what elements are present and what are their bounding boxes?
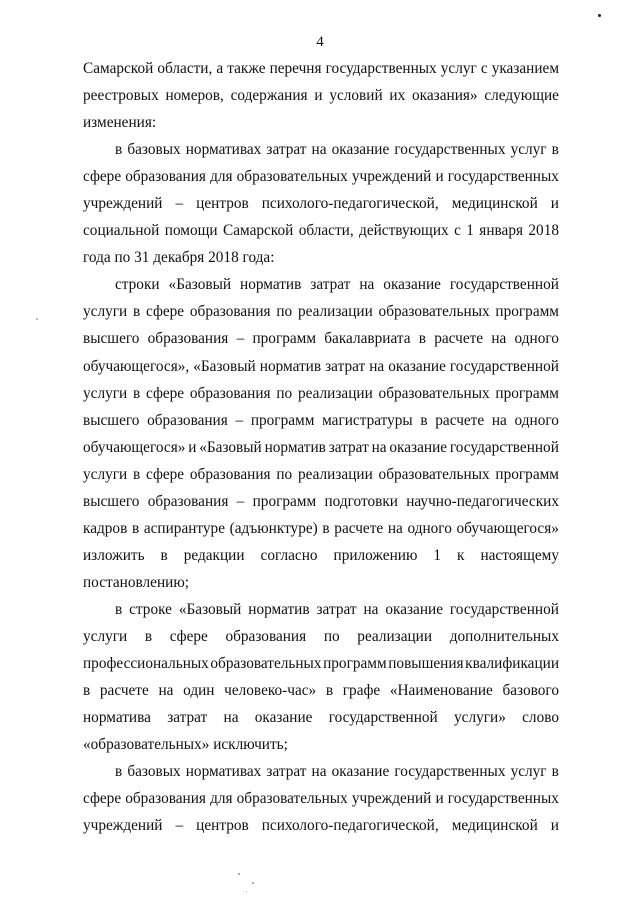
text-word: 2018 <box>528 222 559 240</box>
text-word: образовательных <box>236 790 348 808</box>
text-line <box>83 407 559 434</box>
page-number: 4 <box>316 34 324 50</box>
text-word: с <box>454 222 461 240</box>
text-word: оказание <box>254 709 313 727</box>
text-word: сфере <box>145 384 185 402</box>
text-word: по <box>323 627 340 645</box>
text-word: на <box>158 682 174 700</box>
text-word: согласно <box>260 546 318 564</box>
text-word: в <box>132 384 141 402</box>
text-word: программ <box>495 384 559 402</box>
text-word: оказание <box>385 600 443 618</box>
text-word: – <box>236 330 245 348</box>
text-line <box>83 190 559 217</box>
text-word: реализации <box>357 627 433 645</box>
text-word: к <box>457 546 465 564</box>
text-word: государственной <box>449 438 559 456</box>
text-word: в <box>551 763 559 781</box>
scan-speck <box>598 14 601 17</box>
text-line <box>83 488 559 515</box>
text-word: норматив <box>248 600 310 618</box>
text-word: по <box>276 465 293 483</box>
text-word: услуги <box>83 465 128 483</box>
text-word: оказания» <box>412 87 478 105</box>
text-word: услуги <box>83 384 128 402</box>
text-line: «образовательных» исключить; <box>83 736 288 754</box>
text-word: кадров <box>83 519 128 537</box>
text-word: программ <box>495 465 559 483</box>
text-word: квалификации <box>465 655 559 673</box>
text-line <box>83 677 559 704</box>
text-line <box>83 623 559 650</box>
text-word: на <box>223 709 239 727</box>
text-word: образовательных <box>378 384 490 402</box>
text-word: государственной <box>328 709 438 727</box>
text-word: в <box>115 141 123 159</box>
text-line <box>83 55 559 82</box>
text-word: расчете <box>435 411 485 429</box>
text-word: на <box>369 357 385 375</box>
text-line <box>83 136 559 163</box>
text-word: норматива <box>83 709 151 727</box>
text-word: Самарской <box>83 60 154 77</box>
text-word: услуг <box>510 141 547 159</box>
text-word: затрат <box>325 357 366 375</box>
text-word: психолого-педагогической, <box>261 817 439 835</box>
text-word: одного <box>407 519 452 537</box>
text-word: «Базовый <box>199 438 262 456</box>
text-word: (адъюнктуре) <box>229 519 318 537</box>
text-word: в <box>160 546 168 564</box>
text-word: области, <box>298 222 354 240</box>
text-word: реализации <box>298 465 373 483</box>
text-word: образовательных <box>378 465 490 483</box>
document-body <box>83 55 559 839</box>
text-word: услуг <box>440 60 477 77</box>
text-word: бакалавриата <box>324 330 411 348</box>
text-word: на <box>311 141 327 159</box>
text-line <box>83 163 559 190</box>
text-word: на <box>371 438 387 456</box>
text-line <box>83 596 559 623</box>
text-word: затрат <box>167 709 208 727</box>
text-word: обучающегося» <box>83 438 186 456</box>
text-word: «Базовый <box>193 357 256 375</box>
text-word: для <box>210 168 233 186</box>
text-word: в <box>132 303 141 321</box>
text-word: государственных <box>447 790 559 808</box>
text-word: профессиональных <box>83 655 209 673</box>
text-word: помощи <box>164 222 218 240</box>
text-word: сфере <box>145 303 185 321</box>
text-word: в <box>144 627 153 645</box>
text-word: указанием <box>491 60 559 77</box>
text-line <box>83 650 559 677</box>
text-word: строке <box>129 600 172 618</box>
text-word: номеров, <box>165 87 224 105</box>
text-word: образования <box>189 384 271 402</box>
text-line <box>83 434 559 461</box>
text-word: сфере <box>145 465 185 483</box>
text-line <box>83 217 559 244</box>
text-word: учреждений <box>351 790 432 808</box>
text-word: в <box>418 330 426 348</box>
text-word: и <box>435 790 444 808</box>
text-word: в <box>420 411 428 429</box>
text-word: графе <box>342 682 381 700</box>
text-line <box>83 271 559 298</box>
text-word: центров <box>196 195 249 213</box>
scan-speck <box>246 891 247 892</box>
text-word: на <box>363 600 379 618</box>
scan-speck <box>36 318 38 320</box>
text-word: приложению <box>333 546 418 564</box>
text-word: оказание <box>331 141 390 159</box>
text-word: 1 <box>433 546 442 564</box>
text-word: образования <box>147 330 229 348</box>
text-word: на <box>491 330 507 348</box>
text-word: следующие <box>484 87 559 105</box>
text-word: аспирантуре <box>143 519 225 537</box>
text-word: оказание <box>388 357 446 375</box>
text-word: изложить <box>83 546 145 564</box>
text-line <box>83 380 559 407</box>
text-word: «Базовый <box>178 600 242 618</box>
text-word: образования <box>189 303 271 321</box>
text-word: и <box>550 195 559 213</box>
text-word: нормативах <box>185 763 262 781</box>
text-word: расчете <box>99 682 149 700</box>
text-word: государственных <box>394 141 506 159</box>
text-line <box>83 461 559 488</box>
text-word: в <box>115 763 123 781</box>
text-word: государственных <box>394 763 506 781</box>
text-word: действующих <box>359 222 449 240</box>
text-word: медицинской <box>451 817 538 835</box>
text-word: обучающегося», <box>83 357 190 375</box>
text-word: программ <box>250 411 315 429</box>
text-word: учреждений <box>351 168 432 186</box>
text-word: – <box>175 817 184 835</box>
text-word: человеко-час» <box>224 682 317 700</box>
text-word: норматив <box>259 357 322 375</box>
text-word: и <box>550 817 559 835</box>
text-word: услуги» <box>454 709 506 727</box>
text-word: медицинской <box>451 195 538 213</box>
text-word: магистратуры <box>322 411 413 429</box>
text-word: образовательных <box>210 655 322 673</box>
text-word: оказание <box>383 276 441 294</box>
text-word: и <box>435 168 444 186</box>
text-word: образования <box>189 465 271 483</box>
text-word: расчете <box>334 519 384 537</box>
scan-speck <box>252 882 254 884</box>
text-word: один <box>183 682 215 700</box>
text-word: государственной <box>449 357 559 375</box>
text-word: перечня <box>269 60 322 77</box>
text-word: по <box>276 303 293 321</box>
text-line <box>83 542 559 569</box>
text-word: в <box>551 141 559 159</box>
text-word: для <box>210 790 233 808</box>
text-word: реализации <box>298 303 373 321</box>
text-word: одного <box>514 330 559 348</box>
text-line <box>83 704 559 731</box>
text-word: услуги <box>83 627 128 645</box>
text-word: на <box>387 519 403 537</box>
text-word: оказание <box>389 438 448 456</box>
text-line <box>83 298 559 325</box>
text-word: государственной <box>449 276 559 294</box>
text-word: сфере <box>83 168 122 186</box>
text-word: с <box>480 60 488 77</box>
text-word: образовательных <box>378 303 490 321</box>
text-line <box>83 812 559 839</box>
text-word: затрат <box>310 276 351 294</box>
text-word: в <box>115 600 123 618</box>
text-line <box>83 785 559 812</box>
text-line <box>83 82 559 109</box>
text-word: сфере <box>169 627 208 645</box>
text-word: государственных <box>325 60 437 77</box>
text-word: строки <box>115 276 160 294</box>
text-word: в <box>325 682 334 700</box>
text-word: образовательных <box>236 168 348 186</box>
text-word: января <box>479 222 524 240</box>
text-line <box>83 515 559 542</box>
text-word: содержания <box>230 87 308 105</box>
text-word: обучающегося» <box>456 519 559 537</box>
text-word: сфере <box>83 790 122 808</box>
text-word: на <box>491 411 507 429</box>
text-word: 1 <box>466 222 474 240</box>
text-word: расчете <box>434 330 484 348</box>
text-word: услуги <box>83 303 128 321</box>
text-word: программ <box>323 655 387 673</box>
text-word: «Базовый <box>168 276 232 294</box>
text-word: образования <box>147 492 229 510</box>
text-word: норматив <box>240 276 302 294</box>
text-word: затрат <box>266 141 307 159</box>
text-word: высшего <box>83 411 140 429</box>
text-word: условий <box>329 87 383 105</box>
text-word: программ <box>495 303 559 321</box>
text-word: высшего <box>83 492 140 510</box>
text-word: дополнительных <box>449 627 559 645</box>
text-word: услуг <box>510 763 547 781</box>
text-word: редакции <box>183 546 245 564</box>
text-word: – <box>236 492 245 510</box>
text-word: центров <box>196 817 249 835</box>
text-line: изменения: <box>83 114 157 132</box>
text-word: учреждений <box>83 817 163 835</box>
text-word: образования <box>147 411 228 429</box>
text-word: реестровых <box>83 87 159 105</box>
text-word: программ <box>252 492 317 510</box>
text-word: области, <box>157 60 213 77</box>
text-word: и <box>188 438 197 456</box>
text-word: в <box>83 682 91 700</box>
text-word: оказание <box>331 763 390 781</box>
text-word: и <box>314 87 323 105</box>
text-word: их <box>389 87 406 105</box>
text-word: подготовки <box>324 492 398 510</box>
text-word: одного <box>514 411 559 429</box>
text-word: базовых <box>127 763 181 781</box>
text-word: затрат <box>316 600 357 618</box>
text-word: по <box>276 384 293 402</box>
text-line: года по 31 декабря 2018 года: <box>83 249 275 267</box>
text-word: также <box>227 60 266 77</box>
text-word: социальной <box>83 222 160 240</box>
text-word: слово <box>522 709 559 727</box>
text-word: образования <box>125 168 206 186</box>
text-word: а <box>216 60 224 77</box>
text-word: в <box>131 519 140 537</box>
text-word: образования <box>125 790 206 808</box>
text-word: реализации <box>298 384 373 402</box>
text-word: в <box>132 465 141 483</box>
text-word: базовых <box>127 141 181 159</box>
text-word: на <box>359 276 375 294</box>
text-word: научно-педагогических <box>406 492 559 510</box>
text-word: государственных <box>447 168 559 186</box>
text-line <box>83 758 559 785</box>
text-word: программ <box>252 330 317 348</box>
text-word: повышения <box>388 655 464 673</box>
text-line: постановлению; <box>83 573 189 591</box>
text-word: психолого-педагогической, <box>261 195 439 213</box>
text-word: – <box>175 195 184 213</box>
text-word: высшего <box>83 330 140 348</box>
text-word: базового <box>502 682 559 700</box>
text-word: затрат <box>266 763 307 781</box>
text-word: – <box>235 411 244 429</box>
text-word: учреждений <box>83 195 163 213</box>
text-word: «Наименование <box>389 682 493 700</box>
text-word: в <box>322 519 330 537</box>
text-line <box>83 325 559 352</box>
text-line <box>83 353 559 380</box>
text-word: Самарской <box>223 222 294 240</box>
text-word: государственной <box>449 600 559 618</box>
text-word: на <box>311 763 327 781</box>
text-word: нормативах <box>185 141 262 159</box>
scan-speck <box>238 873 240 875</box>
text-word: образования <box>225 627 307 645</box>
text-word: настоящему <box>480 546 559 564</box>
text-word: норматив <box>264 438 326 456</box>
text-word: затрат <box>328 438 369 456</box>
